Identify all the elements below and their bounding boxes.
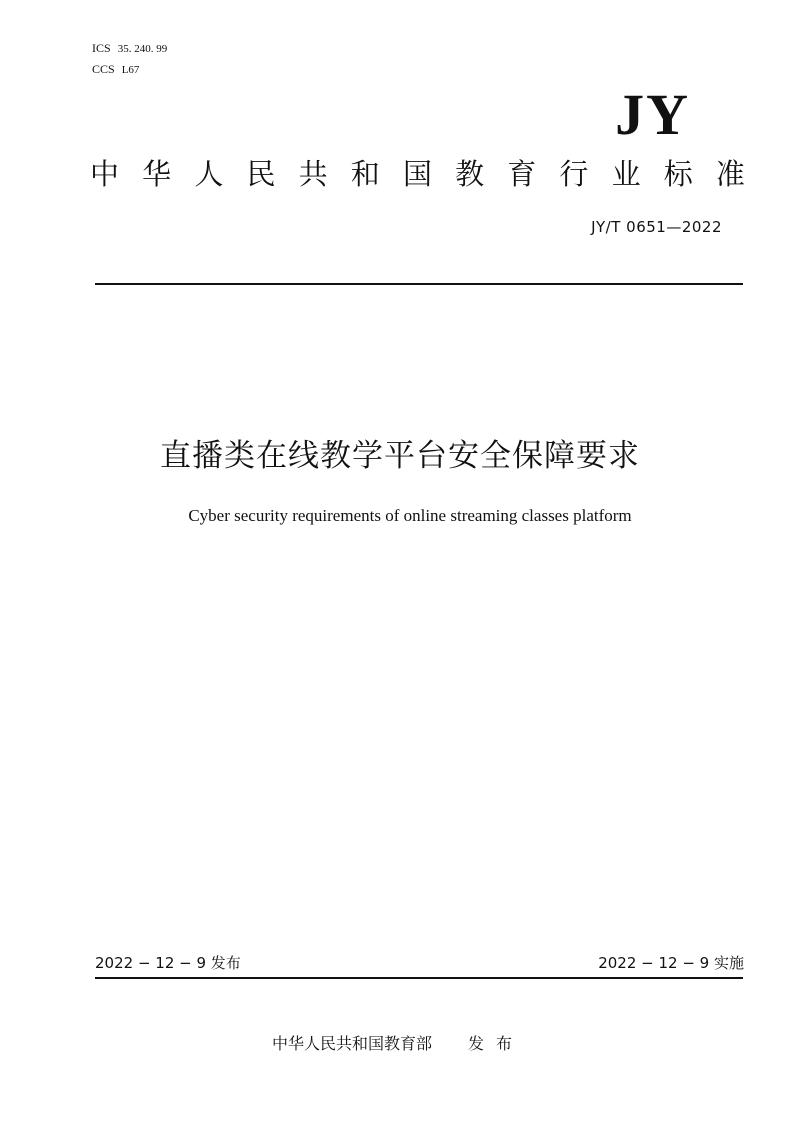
ics-row — [92, 38, 167, 59]
standard-type-char: 国 — [402, 157, 432, 191]
standard-type-char: 华 — [142, 157, 172, 191]
ccs-row — [92, 59, 167, 80]
issuer-line — [272, 1031, 524, 1057]
standard-type-char: 业 — [611, 157, 641, 191]
standard-type-char: 行 — [559, 157, 589, 191]
standard-type-char: 民 — [246, 157, 276, 191]
standard-type-char: 教 — [455, 157, 485, 191]
top-divider — [95, 283, 743, 285]
document-title-chinese: 直播类在线教学平台安全保障要求 — [160, 438, 640, 474]
ccs-label: CCS — [92, 62, 115, 76]
bottom-divider — [95, 977, 743, 979]
release-date: 2022 − 12 − 9 发布 — [95, 954, 241, 972]
standard-type-char: 共 — [298, 157, 328, 191]
ccs-code: L67 — [121, 64, 140, 76]
standard-type-char: 育 — [507, 157, 537, 191]
issue-action: 发布 — [468, 1034, 525, 1053]
classification-block — [92, 38, 167, 80]
issuing-organization: 中华人民共和国教育部 — [272, 1034, 433, 1053]
standard-number: JY/T 0651—2022 — [591, 218, 722, 236]
ics-code: 35. 240. 99 — [117, 43, 168, 55]
effective-date: 2022 − 12 − 9 实施 — [598, 954, 744, 972]
standard-type-char: 准 — [715, 157, 745, 191]
standard-type-char: 标 — [663, 157, 693, 191]
ics-label: ICS — [92, 41, 111, 55]
standard-type-char: 中 — [90, 157, 120, 191]
standard-type-heading — [90, 152, 745, 196]
standard-type-char: 人 — [194, 157, 224, 191]
standard-type-char: 和 — [350, 157, 380, 191]
standard-mark-logo: JY — [615, 82, 690, 147]
document-title-english: Cyber security requirements of online streaming classes platform — [188, 506, 632, 525]
